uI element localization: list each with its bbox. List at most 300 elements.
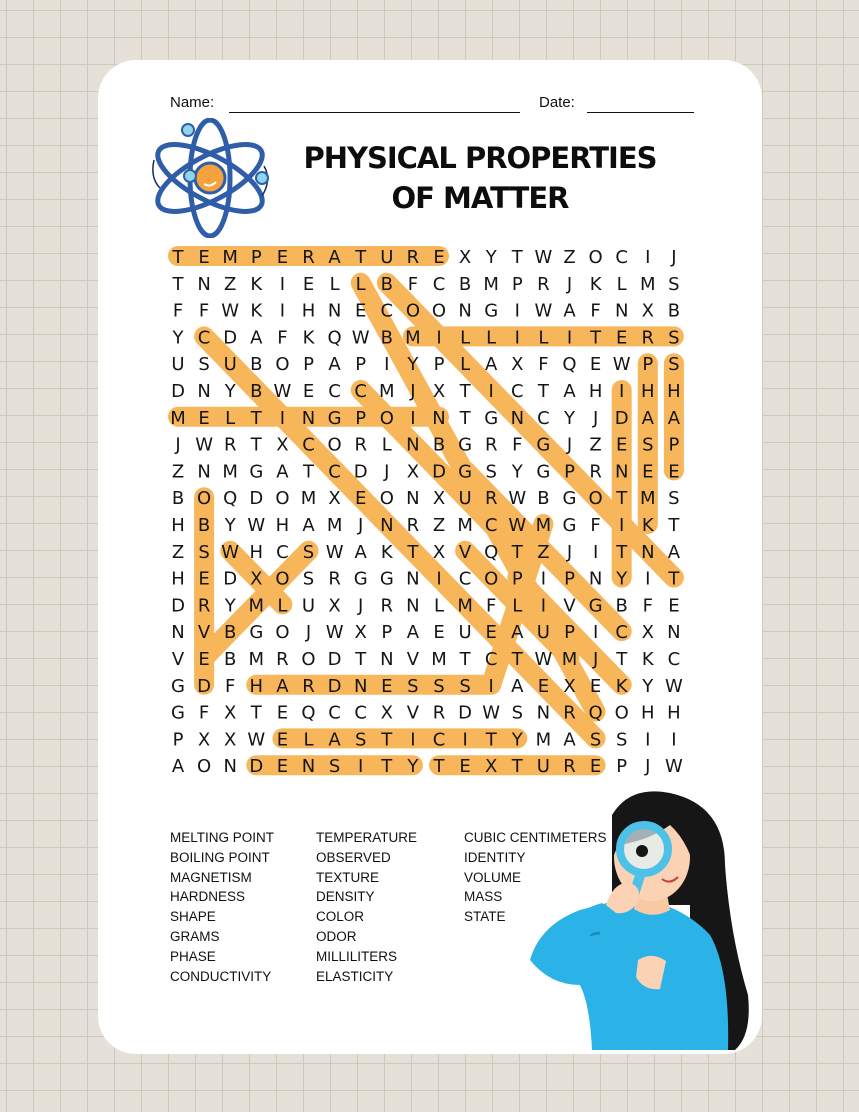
grid-letter[interactable]: O [405, 300, 420, 322]
grid-letter[interactable]: E [355, 300, 367, 322]
grid-letter[interactable]: G [536, 461, 551, 483]
grid-letter[interactable]: N [197, 273, 211, 295]
grid-letter[interactable]: T [172, 247, 184, 268]
grid-letter[interactable]: S [459, 675, 471, 697]
grid-letter[interactable]: Q [484, 541, 499, 563]
grid-letter[interactable]: F [172, 300, 184, 322]
grid-letter[interactable]: P [616, 756, 628, 778]
grid-letter[interactable]: O [431, 300, 447, 322]
grid-letter[interactable]: B [380, 327, 393, 349]
grid-letter[interactable]: U [458, 622, 472, 644]
grid-letter[interactable]: M [483, 273, 499, 295]
grid-letter[interactable]: E [433, 247, 445, 268]
grid-letter[interactable]: Q [562, 354, 577, 376]
grid-letter[interactable]: M [300, 488, 317, 510]
grid-letter[interactable]: L [538, 327, 549, 349]
grid-letter[interactable]: H [667, 381, 681, 402]
grid-letter[interactable]: A [276, 461, 289, 483]
grid-letter[interactable]: G [562, 515, 577, 536]
grid-letter[interactable]: A [563, 729, 576, 751]
grid-letter[interactable]: L [616, 273, 627, 295]
grid-letter[interactable]: L [512, 595, 523, 617]
grid-letter[interactable]: J [592, 649, 599, 670]
grid-letter[interactable]: R [563, 702, 576, 724]
grid-letter[interactable]: T [459, 407, 471, 429]
grid-letter[interactable]: J [671, 247, 677, 268]
grid-letter[interactable]: I [540, 595, 547, 617]
grid-letter[interactable]: W [247, 729, 266, 751]
grid-letter[interactable]: H [641, 381, 655, 402]
grid-letter[interactable]: I [671, 729, 677, 751]
grid-letter[interactable]: I [488, 381, 494, 402]
grid-letter[interactable]: E [459, 756, 471, 778]
grid-letter[interactable]: E [642, 461, 654, 483]
grid-letter[interactable]: G [458, 434, 473, 456]
grid-letter[interactable]: F [198, 702, 210, 724]
grid-letter[interactable]: T [616, 649, 628, 670]
grid-letter[interactable]: V [197, 622, 211, 644]
grid-letter[interactable]: B [250, 381, 263, 402]
grid-letter[interactable]: T [668, 568, 680, 590]
grid-letter[interactable]: Q [223, 488, 238, 510]
grid-letter[interactable]: T [459, 381, 471, 402]
grid-letter[interactable]: Y [642, 675, 654, 697]
grid-letter[interactable]: T [433, 756, 445, 778]
grid-letter[interactable]: N [406, 595, 420, 617]
grid-letter[interactable]: O [197, 488, 212, 510]
grid-letter[interactable]: N [588, 568, 603, 590]
grid-letter[interactable]: U [301, 595, 316, 617]
grid-letter[interactable]: J [175, 434, 181, 456]
grid-letter[interactable]: Z [537, 541, 550, 563]
grid-letter[interactable]: C [667, 649, 681, 670]
grid-letter[interactable]: N [301, 407, 316, 429]
grid-letter[interactable]: L [486, 327, 497, 349]
grid-letter[interactable]: P [250, 247, 262, 268]
grid-letter[interactable]: B [667, 300, 681, 322]
grid-letter[interactable]: A [354, 541, 367, 563]
grid-letter[interactable]: W [221, 541, 240, 563]
grid-letter[interactable]: E [276, 247, 289, 268]
grid-letter[interactable]: P [564, 622, 575, 644]
grid-letter[interactable]: A [250, 327, 263, 349]
grid-letter[interactable]: V [458, 541, 472, 563]
grid-letter[interactable]: W [664, 756, 683, 778]
grid-letter[interactable]: S [485, 461, 497, 483]
grid-letter[interactable]: N [197, 461, 211, 483]
grid-letter[interactable]: C [458, 568, 472, 590]
grid-letter[interactable]: S [198, 541, 210, 563]
grid-letter[interactable]: W [664, 675, 683, 697]
grid-letter[interactable]: T [303, 461, 314, 483]
grid-letter[interactable]: R [380, 595, 394, 617]
grid-letter[interactable]: N [301, 756, 316, 778]
grid-letter[interactable]: J [358, 595, 364, 617]
grid-letter[interactable]: U [380, 247, 394, 268]
grid-letter[interactable]: D [614, 407, 629, 429]
grid-letter[interactable]: C [484, 649, 498, 670]
grid-letter[interactable]: G [588, 595, 603, 617]
grid-letter[interactable]: F [407, 273, 419, 295]
grid-letter[interactable]: E [668, 595, 680, 617]
grid-letter[interactable]: M [535, 515, 552, 536]
grid-letter[interactable]: I [619, 381, 625, 402]
grid-letter[interactable]: Z [171, 461, 185, 483]
grid-letter[interactable]: S [615, 729, 628, 751]
grid-letter[interactable]: W [534, 649, 553, 670]
grid-letter[interactable]: A [171, 756, 185, 778]
grid-letter[interactable]: X [432, 541, 446, 563]
grid-letter[interactable]: T [355, 247, 367, 268]
grid-letter[interactable]: E [276, 702, 289, 724]
grid-letter[interactable]: L [329, 273, 340, 295]
grid-letter[interactable]: O [588, 488, 603, 510]
grid-letter[interactable]: H [275, 515, 290, 536]
grid-letter[interactable]: X [224, 702, 237, 724]
grid-letter[interactable]: W [325, 541, 344, 563]
grid-letter[interactable]: I [436, 327, 442, 349]
grid-letter[interactable]: Y [485, 247, 497, 268]
grid-letter[interactable]: C [615, 247, 628, 268]
grid-letter[interactable]: S [668, 327, 680, 349]
grid-letter[interactable]: A [302, 515, 315, 536]
grid-letter[interactable]: N [223, 756, 237, 778]
grid-letter[interactable]: T [459, 649, 471, 670]
grid-letter[interactable]: X [224, 729, 237, 751]
grid-letter[interactable]: S [328, 756, 341, 778]
grid-letter[interactable]: R [354, 434, 367, 456]
grid-letter[interactable]: N [614, 461, 629, 483]
grid-letter[interactable]: N [406, 568, 420, 590]
grid-letter[interactable]: X [641, 622, 654, 644]
grid-letter[interactable]: Y [224, 515, 236, 536]
grid-letter[interactable]: E [198, 407, 210, 429]
grid-letter[interactable]: M [535, 729, 552, 751]
grid-letter[interactable]: O [588, 247, 603, 268]
grid-letter[interactable]: G [327, 407, 342, 429]
grid-letter[interactable]: U [458, 488, 472, 510]
grid-letter[interactable]: C [328, 381, 341, 402]
grid-letter[interactable]: S [302, 541, 315, 563]
grid-letter[interactable]: F [512, 434, 523, 456]
grid-letter[interactable]: I [279, 300, 286, 322]
grid-letter[interactable]: M [640, 488, 656, 510]
grid-letter[interactable]: F [590, 515, 601, 536]
grid-letter[interactable]: O [275, 488, 290, 510]
grid-letter[interactable]: E [537, 675, 550, 697]
grid-letter[interactable]: M [326, 515, 343, 536]
grid-letter[interactable]: D [223, 327, 238, 349]
grid-letter[interactable]: X [432, 381, 446, 402]
grid-letter[interactable]: X [276, 434, 289, 456]
grid-letter[interactable]: H [171, 515, 185, 536]
grid-letter[interactable]: I [436, 568, 442, 590]
grid-letter[interactable]: O [275, 622, 290, 644]
grid-letter[interactable]: I [566, 327, 573, 349]
grid-letter[interactable]: R [302, 247, 315, 268]
grid-letter[interactable]: Z [563, 247, 576, 268]
grid-letter[interactable]: W [221, 300, 240, 322]
grid-letter[interactable]: C [354, 381, 367, 402]
grid-letter[interactable]: H [249, 541, 264, 563]
grid-letter[interactable]: H [641, 702, 655, 724]
grid-letter[interactable]: I [514, 327, 520, 349]
grid-letter[interactable]: E [276, 756, 289, 778]
grid-letter[interactable]: H [171, 568, 185, 590]
grid-letter[interactable]: T [511, 247, 523, 268]
grid-letter[interactable]: I [645, 247, 651, 268]
grid-letter[interactable]: H [588, 381, 603, 402]
grid-letter[interactable]: D [327, 675, 342, 697]
grid-letter[interactable]: W [247, 515, 266, 536]
grid-letter[interactable]: V [406, 702, 420, 724]
grid-letter[interactable]: M [248, 649, 265, 670]
grid-letter[interactable]: I [645, 729, 651, 751]
grid-letter[interactable]: U [536, 756, 550, 778]
grid-letter[interactable]: S [668, 488, 680, 510]
grid-letter[interactable]: B [250, 354, 263, 376]
grid-letter[interactable]: P [433, 354, 445, 376]
grid-letter[interactable]: P [668, 434, 680, 456]
grid-letter[interactable]: D [249, 756, 264, 778]
grid-letter[interactable]: E [198, 247, 210, 268]
grid-letter[interactable]: W [273, 381, 292, 402]
grid-letter[interactable]: U [171, 354, 185, 376]
grid-letter[interactable]: T [616, 488, 628, 510]
grid-letter[interactable]: N [536, 702, 551, 724]
grid-letter[interactable]: C [328, 461, 341, 483]
grid-letter[interactable]: O [327, 434, 342, 456]
grid-letter[interactable]: R [197, 595, 211, 617]
grid-letter[interactable]: I [410, 407, 416, 429]
grid-letter[interactable]: J [305, 622, 312, 644]
grid-letter[interactable]: E [589, 756, 602, 778]
grid-letter[interactable]: B [380, 273, 393, 295]
grid-letter[interactable]: S [589, 729, 602, 751]
grid-letter[interactable]: D [223, 568, 238, 590]
grid-letter[interactable]: Y [224, 595, 236, 617]
grid-letter[interactable]: N [171, 622, 185, 644]
grid-letter[interactable]: Z [432, 515, 446, 536]
grid-letter[interactable]: V [563, 595, 576, 617]
grid-letter[interactable]: I [619, 515, 625, 536]
grid-letter[interactable]: J [592, 407, 599, 429]
grid-letter[interactable]: D [171, 381, 185, 402]
grid-letter[interactable]: E [276, 729, 289, 751]
grid-letter[interactable]: S [668, 354, 680, 376]
grid-letter[interactable]: N [510, 407, 525, 429]
grid-letter[interactable]: N [458, 300, 472, 322]
grid-letter[interactable]: S [433, 675, 445, 697]
grid-letter[interactable]: G [484, 300, 499, 322]
grid-letter[interactable]: H [249, 675, 264, 697]
grid-letter[interactable]: X [354, 622, 367, 644]
grid-letter[interactable]: R [223, 434, 237, 456]
grid-letter[interactable]: N [641, 541, 655, 563]
grid-letter[interactable]: A [511, 622, 524, 644]
grid-letter[interactable]: G [171, 675, 185, 697]
grid-letter[interactable]: T [250, 702, 262, 724]
grid-letter[interactable]: O [379, 488, 394, 510]
grid-letter[interactable]: C [380, 300, 394, 322]
grid-letter[interactable]: T [511, 541, 523, 563]
grid-letter[interactable]: R [406, 247, 420, 268]
grid-letter[interactable]: J [566, 434, 573, 456]
grid-letter[interactable]: R [302, 675, 315, 697]
grid-letter[interactable]: K [380, 541, 393, 563]
grid-letter[interactable]: N [380, 515, 394, 536]
grid-letter[interactable]: J [566, 541, 573, 563]
grid-letter[interactable]: Y [407, 756, 419, 778]
grid-letter[interactable]: L [381, 434, 392, 456]
grid-letter[interactable]: G [562, 488, 577, 510]
grid-letter[interactable]: F [642, 595, 653, 617]
grid-letter[interactable]: R [641, 327, 655, 349]
grid-letter[interactable]: Y [616, 568, 628, 590]
grid-letter[interactable]: I [592, 622, 599, 644]
grid-letter[interactable]: S [407, 675, 419, 697]
grid-letter[interactable]: D [353, 461, 368, 483]
grid-letter[interactable]: F [590, 300, 601, 322]
grid-letter[interactable]: O [275, 354, 290, 376]
grid-letter[interactable]: W [508, 488, 527, 510]
grid-letter[interactable]: D [249, 488, 264, 510]
grid-letter[interactable]: I [645, 568, 651, 590]
grid-letter[interactable]: B [458, 273, 472, 295]
grid-letter[interactable]: I [540, 568, 547, 590]
grid-letter[interactable]: X [485, 756, 498, 778]
grid-letter[interactable]: N [327, 300, 342, 322]
grid-letter[interactable]: T [511, 756, 523, 778]
grid-letter[interactable]: U [223, 354, 237, 376]
grid-letter[interactable]: E [616, 434, 628, 456]
grid-letter[interactable]: X [197, 729, 211, 751]
grid-letter[interactable]: R [484, 488, 498, 510]
grid-letter[interactable]: S [302, 568, 315, 590]
grid-letter[interactable]: N [614, 300, 629, 322]
grid-letter[interactable]: M [431, 649, 447, 670]
grid-letter[interactable]: N [667, 622, 681, 644]
grid-letter[interactable]: L [277, 595, 288, 617]
grid-letter[interactable]: T [537, 381, 549, 402]
grid-letter[interactable]: W [325, 622, 344, 644]
grid-letter[interactable]: W [351, 327, 370, 349]
grid-letter[interactable]: H [667, 702, 681, 724]
grid-letter[interactable]: D [197, 675, 212, 697]
grid-letter[interactable]: Q [327, 327, 342, 349]
grid-letter[interactable]: E [589, 354, 602, 376]
grid-letter[interactable]: J [566, 273, 573, 295]
grid-letter[interactable]: T [250, 407, 262, 429]
grid-letter[interactable]: P [511, 273, 523, 295]
grid-letter[interactable]: W [508, 515, 527, 536]
grid-letter[interactable]: T [485, 729, 497, 751]
grid-letter[interactable]: E [668, 461, 680, 483]
grid-letter[interactable]: V [171, 649, 185, 670]
grid-letter[interactable]: Q [588, 702, 603, 724]
grid-letter[interactable]: P [511, 568, 523, 590]
grid-letter[interactable]: O [379, 407, 394, 429]
grid-letter[interactable]: A [667, 541, 681, 563]
grid-letter[interactable]: O [484, 568, 499, 590]
grid-letter[interactable]: B [171, 488, 185, 510]
grid-letter[interactable]: P [564, 568, 575, 590]
grid-letter[interactable]: A [328, 729, 341, 751]
grid-letter[interactable]: O [197, 756, 212, 778]
grid-letter[interactable]: X [328, 488, 341, 510]
grid-letter[interactable]: I [279, 273, 286, 295]
grid-letter[interactable]: X [250, 568, 263, 590]
grid-letter[interactable]: Y [172, 327, 184, 349]
grid-letter[interactable]: K [641, 515, 654, 536]
grid-letter[interactable]: G [353, 568, 368, 590]
grid-letter[interactable]: P [355, 354, 367, 376]
grid-letter[interactable]: M [222, 247, 238, 268]
grid-letter[interactable]: P [303, 354, 314, 376]
grid-letter[interactable]: P [564, 461, 575, 483]
grid-letter[interactable]: M [222, 461, 238, 483]
grid-letter[interactable]: G [379, 568, 394, 590]
grid-letter[interactable]: R [406, 515, 420, 536]
grid-letter[interactable]: W [612, 354, 631, 376]
grid-letter[interactable]: T [616, 541, 628, 563]
grid-letter[interactable]: M [561, 649, 578, 670]
grid-letter[interactable]: I [592, 541, 599, 563]
grid-letter[interactable]: A [276, 675, 289, 697]
grid-letter[interactable]: C [615, 622, 628, 644]
grid-letter[interactable]: E [381, 675, 393, 697]
grid-letter[interactable]: Y [511, 729, 523, 751]
grid-letter[interactable]: S [354, 729, 367, 751]
grid-letter[interactable]: N [353, 675, 368, 697]
grid-letter[interactable]: E [198, 649, 210, 670]
grid-letter[interactable]: O [301, 649, 316, 670]
grid-letter[interactable]: G [249, 461, 264, 483]
grid-letter[interactable]: W [534, 300, 553, 322]
grid-letter[interactable]: C [432, 729, 446, 751]
grid-letter[interactable]: N [406, 434, 420, 456]
grid-letter[interactable]: E [198, 568, 210, 590]
grid-letter[interactable]: X [563, 675, 576, 697]
grid-letter[interactable]: A [328, 354, 341, 376]
grid-letter[interactable]: X [432, 488, 446, 510]
grid-letter[interactable]: B [537, 488, 550, 510]
grid-letter[interactable]: S [642, 434, 654, 456]
grid-letter[interactable]: R [563, 756, 576, 778]
grid-letter[interactable]: A [511, 675, 524, 697]
grid-letter[interactable]: I [384, 354, 390, 376]
grid-letter[interactable]: K [641, 649, 654, 670]
grid-letter[interactable]: N [380, 649, 394, 670]
grid-letter[interactable]: P [381, 622, 393, 644]
grid-letter[interactable]: R [537, 273, 550, 295]
grid-letter[interactable]: G [249, 622, 264, 644]
grid-letter[interactable]: P [355, 407, 367, 429]
grid-letter[interactable]: K [615, 675, 628, 697]
grid-letter[interactable]: T [407, 541, 419, 563]
grid-letter[interactable]: C [432, 273, 446, 295]
grid-letter[interactable]: L [460, 327, 471, 349]
grid-letter[interactable]: O [614, 702, 629, 724]
grid-letter[interactable]: B [224, 622, 237, 644]
grid-letter[interactable]: F [198, 300, 210, 322]
grid-letter[interactable]: F [277, 327, 288, 349]
grid-letter[interactable]: U [536, 622, 550, 644]
grid-letter[interactable]: C [484, 515, 498, 536]
grid-letter[interactable]: R [589, 461, 602, 483]
grid-letter[interactable]: J [645, 756, 651, 778]
grid-letter[interactable]: A [667, 407, 681, 429]
